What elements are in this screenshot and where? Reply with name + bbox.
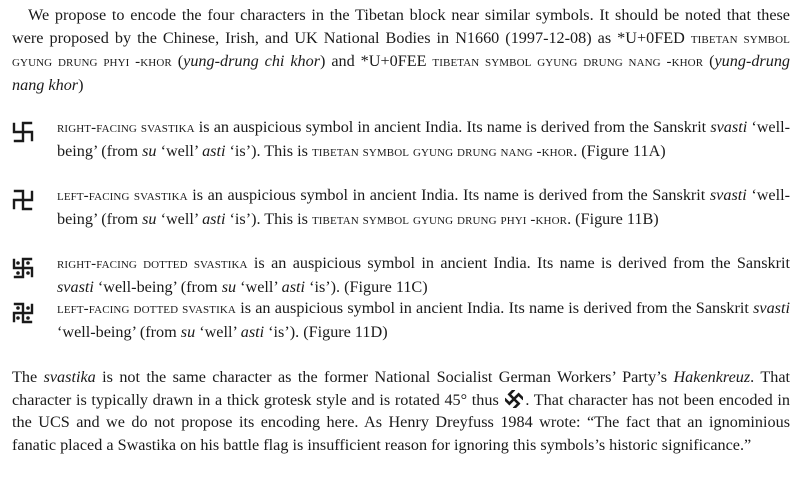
entry-body: ‘well’ xyxy=(156,141,203,160)
character-reference: tibetan symbol gyung drung phyi -khor xyxy=(311,211,568,228)
intro-text: ) xyxy=(78,75,84,94)
right-facing-dotted-svastika-icon xyxy=(12,257,34,279)
entry-body: ‘well’ xyxy=(236,277,282,296)
sanskrit-term: svasti xyxy=(57,277,94,296)
entry-body: ‘is’). (Figure 11C) xyxy=(305,277,428,296)
entry-right-facing-dotted-svastika xyxy=(12,252,790,298)
entry-body: is an auspicious symbol in ancient India. Its name is derived from the Sanskrit xyxy=(187,186,710,204)
entry-body: ‘well-being’ (from xyxy=(57,186,790,228)
entry-name: left-facing svastika xyxy=(57,188,188,204)
character-name-nang-khor: tibetan symbol gyung drung nang -khor xyxy=(432,54,704,71)
entry-text xyxy=(57,116,790,163)
entry-name: right-facing svastika xyxy=(57,120,195,136)
entry-body: ‘is’). This is xyxy=(225,141,312,160)
entry-body: ‘well’ xyxy=(156,209,203,228)
closing-text: The xyxy=(12,368,44,386)
entry-text xyxy=(57,184,790,231)
character-name-phyi-khor: tibetan symbol gyung drung phyi -khor xyxy=(12,30,790,71)
entry-body: is an auspicious symbol in ancient India. Its name is derived from the Sanskrit xyxy=(247,254,790,272)
closing-paragraph xyxy=(12,366,790,456)
closing-text: is not the same character as the former National Socialist German Workers’ Party’s xyxy=(95,368,674,386)
entry-body: ‘is’). This is xyxy=(225,209,312,228)
entry-body: ‘well-being’ (from xyxy=(57,322,181,341)
transliteration-nang-khor: yung-drung nang khor xyxy=(12,52,791,94)
closing-text: . That character is typically drawn in a thick grotesk style and is rotated 45° thus xyxy=(12,368,790,409)
right-facing-svastika-icon xyxy=(12,121,34,143)
sanskrit-term: asti xyxy=(281,277,306,296)
sanskrit-term: su xyxy=(180,322,196,341)
entry-name: right-facing dotted svastika xyxy=(57,256,248,272)
intro-text: We propose to encode the four characters in the Tibetan block near similar symbols. It should be noted that these were proposed by the Chinese, Irish, and UK National Bodies in N1660 (1997-12-08) as *U+0FED xyxy=(12,6,790,47)
sanskrit-term: asti xyxy=(202,209,226,228)
sanskrit-term: asti xyxy=(202,141,226,160)
rotated-hakenkreuz-icon xyxy=(505,390,523,408)
sanskrit-term: su xyxy=(221,277,237,296)
entry-body: ‘well’ xyxy=(195,322,241,341)
sanskrit-term: asti xyxy=(240,322,265,341)
entry-text xyxy=(57,297,790,343)
left-facing-dotted-svastika-icon xyxy=(12,302,34,324)
character-reference: tibetan symbol gyung drung nang -khor xyxy=(311,143,574,160)
sanskrit-term: svasti xyxy=(710,118,748,136)
closing-text: . That character has not been encoded in the UCS and we do not propose its encoding here. As Henry Dreyfuss 1984 wrote: “The fact that an ignominious fanatic placed a Swastika on his battle flag is insufficient reason for ignoring this symbols’s historic significance.” xyxy=(12,390,790,454)
entry-right-facing-svastika xyxy=(12,116,790,163)
entry-left-facing-svastika xyxy=(12,184,790,231)
sanskrit-term: svasti xyxy=(709,186,747,204)
entry-body: ‘well-being’ (from xyxy=(57,118,790,160)
term-svastika: svastika xyxy=(43,368,96,386)
intro-text: ( xyxy=(703,52,715,71)
intro-text: ( xyxy=(171,52,184,71)
term-hakenkreuz: Hakenkreuz xyxy=(673,368,751,386)
transliteration-chi-khor: yung-drung chi khor xyxy=(183,52,321,71)
entry-body: ‘is’). (Figure 11D) xyxy=(264,322,388,341)
entry-body: . (Figure 11B) xyxy=(567,209,659,228)
intro-text: ) and *U+0FEE xyxy=(320,52,433,71)
entry-body: . (Figure 11A) xyxy=(573,141,666,160)
sanskrit-term: su xyxy=(142,141,157,160)
entry-left-facing-dotted-svastika xyxy=(12,297,790,343)
entry-name: left-facing dotted svastika xyxy=(57,301,236,317)
entry-text xyxy=(57,252,790,298)
intro-paragraph xyxy=(12,4,790,96)
left-facing-svastika-icon xyxy=(12,189,34,211)
entry-body: is an auspicious symbol in ancient India. Its name is derived from the Sanskrit xyxy=(235,299,754,317)
sanskrit-term: su xyxy=(142,209,157,228)
entry-body: ‘well-being’ (from xyxy=(93,277,222,296)
sanskrit-term: svasti xyxy=(753,299,790,317)
entry-body: is an auspicious symbol in ancient India. Its name is derived from the Sanskrit xyxy=(194,118,711,136)
